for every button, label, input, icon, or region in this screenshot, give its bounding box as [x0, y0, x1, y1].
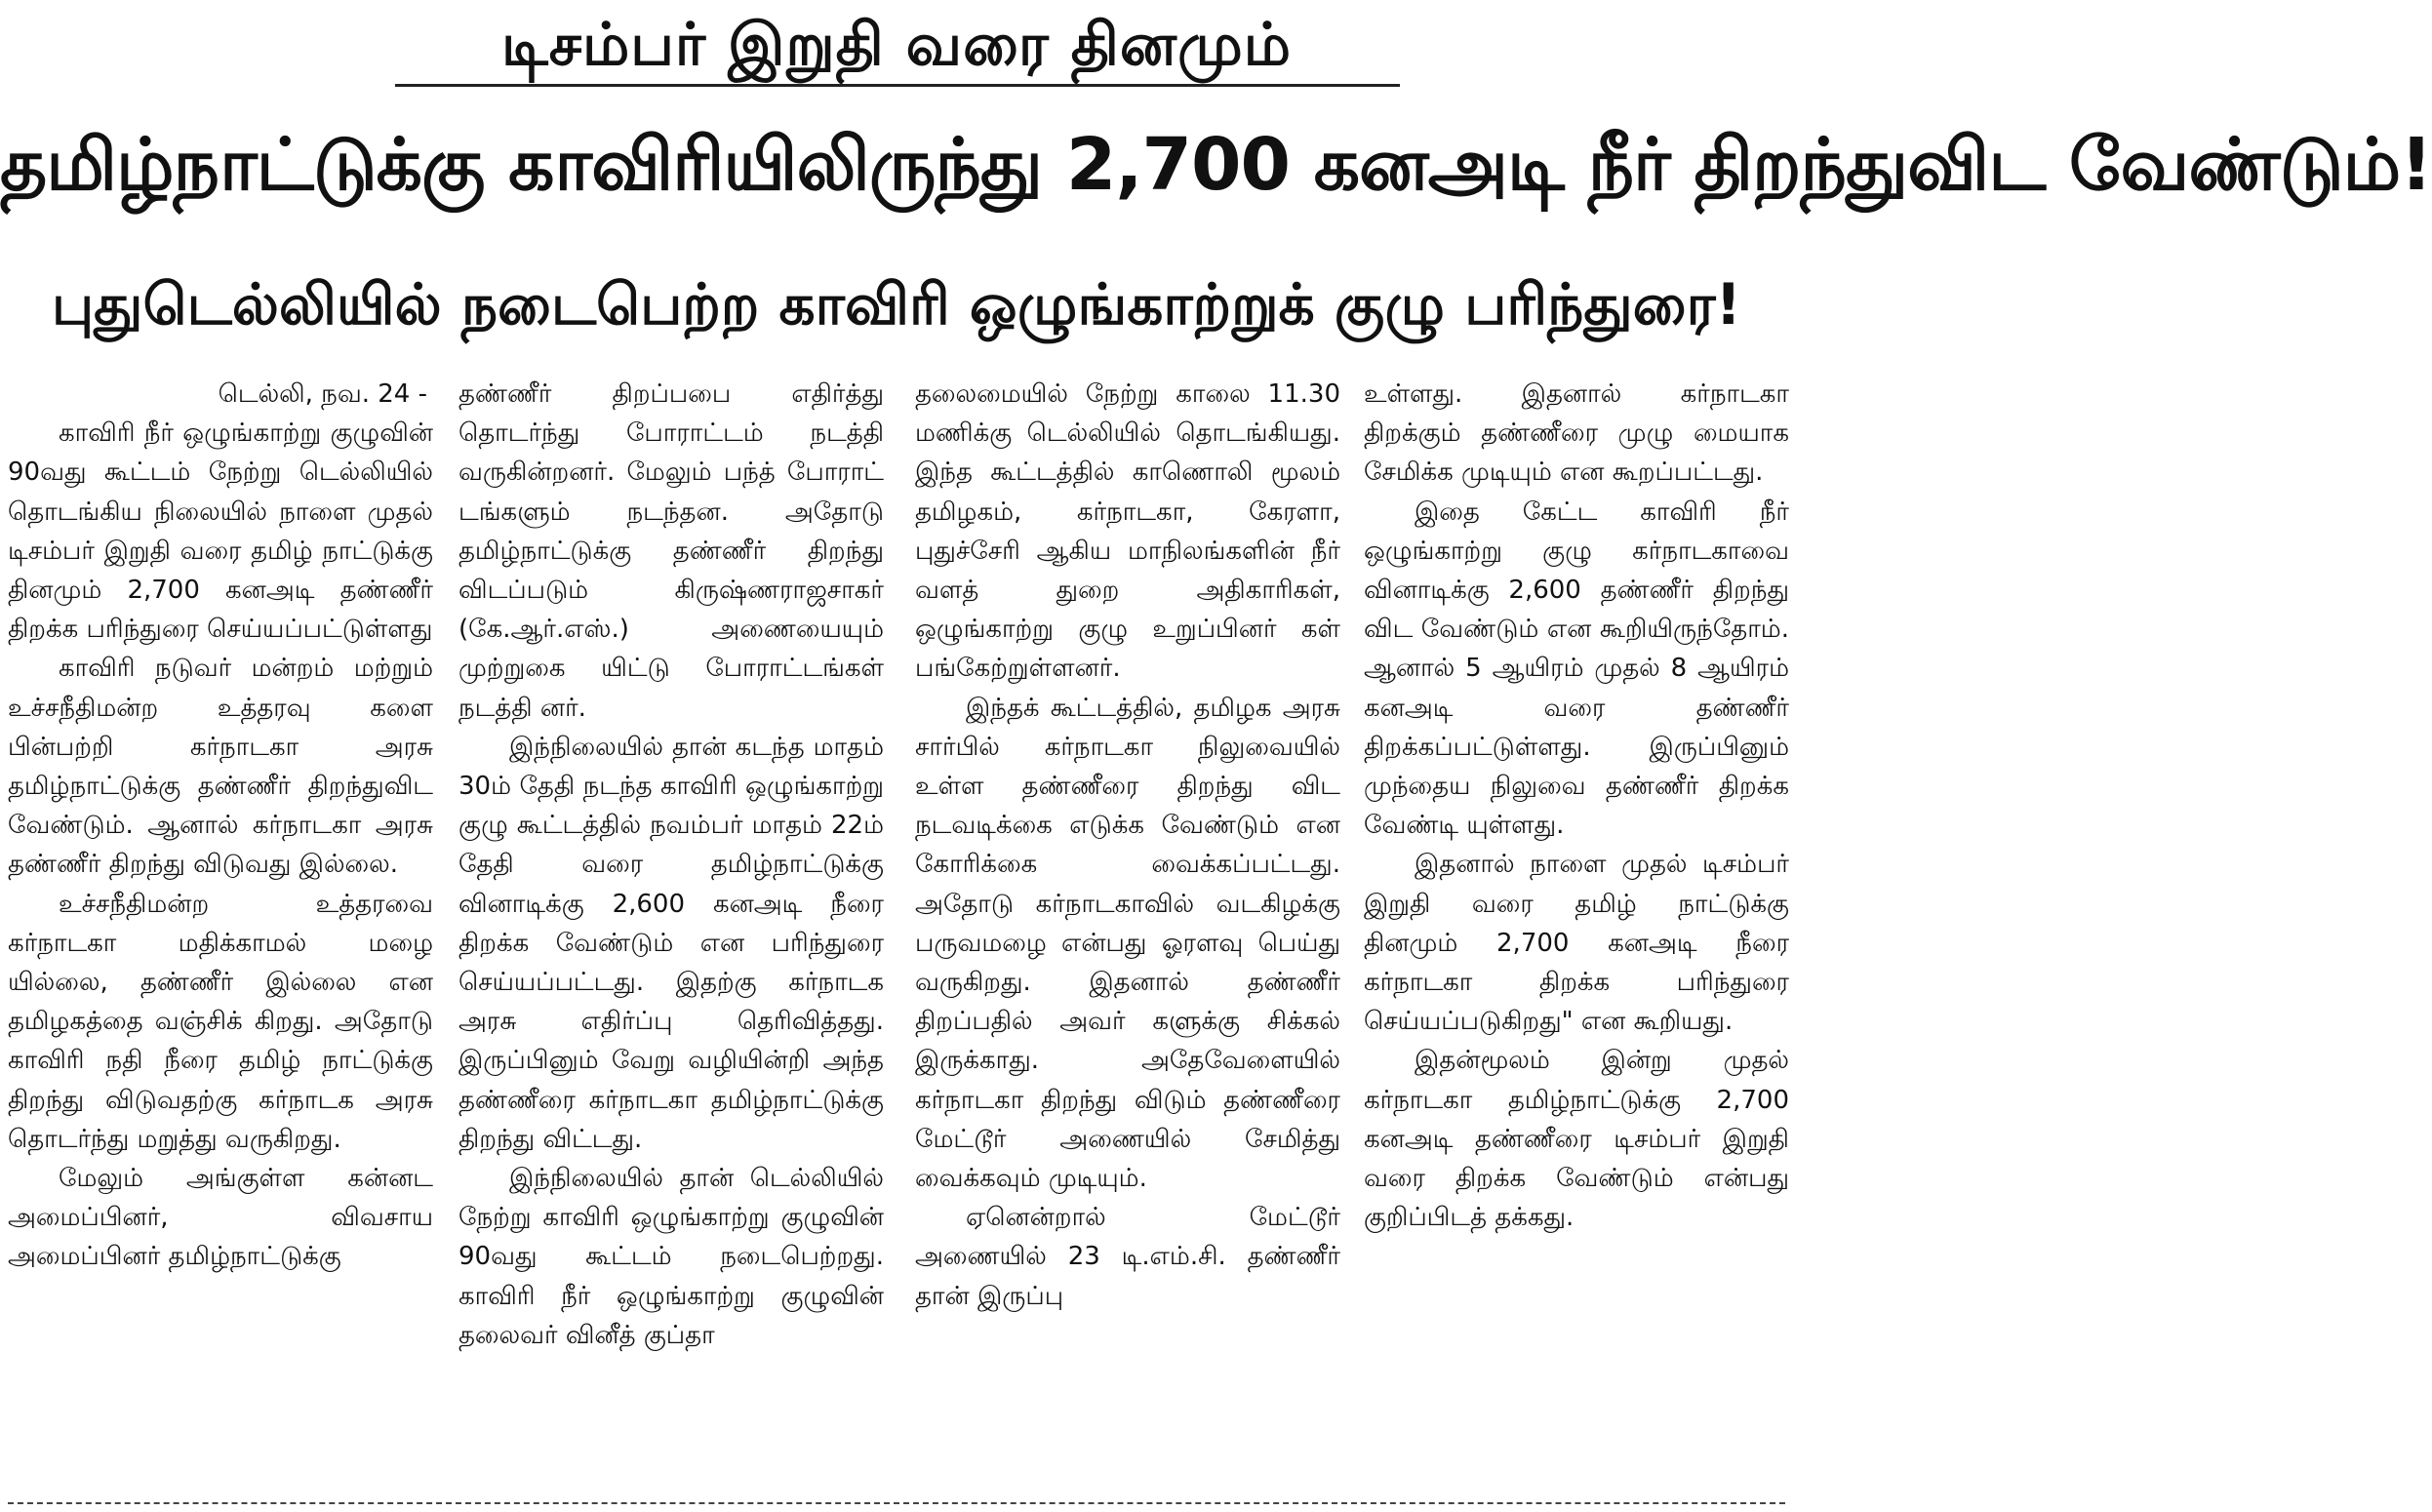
- bottom-dashed-divider: [8, 1502, 1785, 1504]
- paragraph: தண்ணீர் திறப்பபை எதிர்த்து தொடர்ந்து போராட்டம் நடத்தி வருகின்றனர். மேலும் பந்த் போராட் டங்களும் நடந்தன. அதோடு தமிழ்நாட்டுக்கு தண்ணீர் திறந்து விடப்படும் கிருஷ்ணராஜசாகர் (கே.ஆர்.எஸ்.) அணையையும் முற்றுகை யிட்டு போராட்டங்கள் நடத்தி னர்.: [458, 379, 884, 723]
- paragraph: மேலும் அங்குள்ள கன்னட அமைப்பினர், விவசாய அமைப்பினர் தமிழ்நாட்டுக்கு: [8, 1164, 433, 1272]
- paragraph: இந்தக் கூட்டத்தில், தமிழக அரசு சார்பில் கர்நாடகா நிலுவையில் உள்ள தண்ணீரை திறந்து விட நடவடிக்கை எடுக்க வேண்டும் என கோரிக்கை வைக்கப்பட்டது. அதோடு கர்நாடகாவில் வடகிழக்கு பருவமழை என்பது ஓரளவு பெய்து வருகிறது. இதனால் தண்ணீர் திறப்பதில் அவர் களுக்கு சிக்கல் இருக்காது. அதேவேளையில் கர்நாடகா திறந்து விடும் தண்ணீரை மேட்டூர் அணையில் சேமித்து வைக்கவும் முடியும்.: [915, 693, 1340, 1194]
- paragraph: இந்நிலையில் தான் டெல்லியில் நேற்று காவிரி ஒழுங்காற்று குழுவின் 90வது கூட்டம் நடைபெற்றது. காவிரி நீர் ஒழுங்காற்று குழுவின் தலைவர் வினீத் குப்தா: [458, 1164, 884, 1350]
- paragraph: தலைமையில் நேற்று காலை 11.30 மணிக்கு டெல்லியில் தொடங்கியது. இந்த கூட்டத்தில் காணொலி மூலம் தமிழகம், கர்நாடகா, கேரளா, புதுச்சேரி ஆகிய மாநிலங்களின் நீர் வளத் துறை அதிகாரிகள், ஒழுங்காற்று குழு உறுப்பினர் கள் பங்கேற்றுள்ளனர்.: [915, 379, 1340, 684]
- paragraph: ஏனென்றால் மேட்டூர் அணையில் 23 டி.எம்.சி. தண்ணீர் தான் இருப்பு: [915, 1203, 1340, 1311]
- paragraph: இதன்மூலம் இன்று முதல் கர்நாடகா தமிழ்நாட்டுக்கு 2,700 கனஅடி தண்ணீரை டிசம்பர் இறுதி வரை திறக்க வேண்டும் என்பது குறிப்பிடத் தக்கது.: [1364, 1046, 1789, 1233]
- paragraph: இந்நிலையில் தான் கடந்த மாதம் 30ம் தேதி நடந்த காவிரி ஒழுங்காற்று குழு கூட்டத்தில் நவம்பர் மாதம் 22ம் தேதி வரை தமிழ்நாட்டுக்கு வினாடிக்கு 2,600 கனஅடி நீரை திறக்க வேண்டும் என பரிந்துரை செய்யப்பட்டது. இதற்கு கர்நாடக அரசு எதிர்ப்பு தெரிவித்தது. இருப்பினும் வேறு வழியின்றி அந்த தண்ணீரை கர்நாடகா தமிழ்நாட்டுக்கு திறந்து விட்டது.: [458, 732, 884, 1154]
- article-column-1: [8, 375, 433, 1277]
- paragraph: காவிரி நடுவர் மன்றம் மற்றும் உச்சநீதிமன்ற உத்தரவு களை பின்பற்றி கர்நாடகா அரசு தமிழ்நாட்டுக்கு தண்ணீர் திறந்துவிட வேண்டும். ஆனால் கர்நாடகா அரசு தண்ணீர் திறந்து விடுவது இல்லை.: [8, 654, 433, 880]
- sub-headline: புதுடெல்லியில் நடைபெற்ற காவிரி ஒழுங்காற்றுக் குழு பரிந்துரை!: [52, 271, 1741, 338]
- paragraph: இதை கேட்ட காவிரி நீர் ஒழுங்காற்று குழு கர்நாடகாவை வினாடிக்கு 2,600 தண்ணீர் திறந்து விட வேண்டும் என கூறியிருந்தோம். ஆனால் 5 ஆயிரம் முதல் 8 ஆயிரம் கனஅடி வரை தண்ணீர் திறக்கப்பட்டுள்ளது. இருப்பினும் முந்தைய நிலுவை தண்ணீர் திறக்க வேண்டி யுள்ளது.: [1364, 497, 1789, 841]
- main-headline: தமிழ்நாட்டுக்கு காவிரியிலிருந்து 2,700 கனஅடி நீர் திறந்துவிட வேண்டும்!: [0, 123, 2432, 207]
- article-column-3: [915, 375, 1340, 1316]
- article-column-2: [458, 375, 884, 1355]
- paragraph: உள்ளது. இதனால் கர்நாடகா திறக்கும் தண்ணீரை முழு மையாக சேமிக்க முடியும் என கூறப்பட்டது.: [1364, 379, 1789, 488]
- paragraph: உச்சநீதிமன்ற உத்தரவை கர்நாடகா மதிக்காமல் மழை யில்லை, தண்ணீர் இல்லை என தமிழகத்தை வஞ்சிக் கிறது. அதோடு காவிரி நதி நீரை தமிழ் நாட்டுக்கு திறந்து விடுவதற்கு கர்நாடக அரசு தொடர்ந்து மறுத்து வருகிறது.: [8, 889, 433, 1154]
- dateline: டெல்லி, நவ. 24 -: [218, 379, 427, 409]
- kicker-underline: [395, 84, 1400, 87]
- kicker-heading: டிசம்பர் இறுதி வரை தினமும்: [500, 11, 1293, 79]
- article-column-4: [1364, 375, 1789, 1237]
- paragraph: இதனால் நாளை முதல் டிசம்பர் இறுதி வரை தமிழ் நாட்டுக்கு தினமும் 2,700 கனஅடி நீரை கர்நாடகா திறக்க பரிந்துரை செய்யப்படுகிறது" என கூறியது.: [1364, 850, 1789, 1037]
- paragraph: காவிரி நீர் ஒழுங்காற்று குழுவின் 90வது கூட்டம் நேற்று டெல்லியில் தொடங்கிய நிலையில் நாளை முதல் டிசம்பர் இறுதி வரை தமிழ் நாட்டுக்கு தினமும் 2,700 கனஅடி தண்ணீர் திறக்க பரிந்துரை செய்யப்பட்டுள்ளது: [8, 418, 433, 645]
